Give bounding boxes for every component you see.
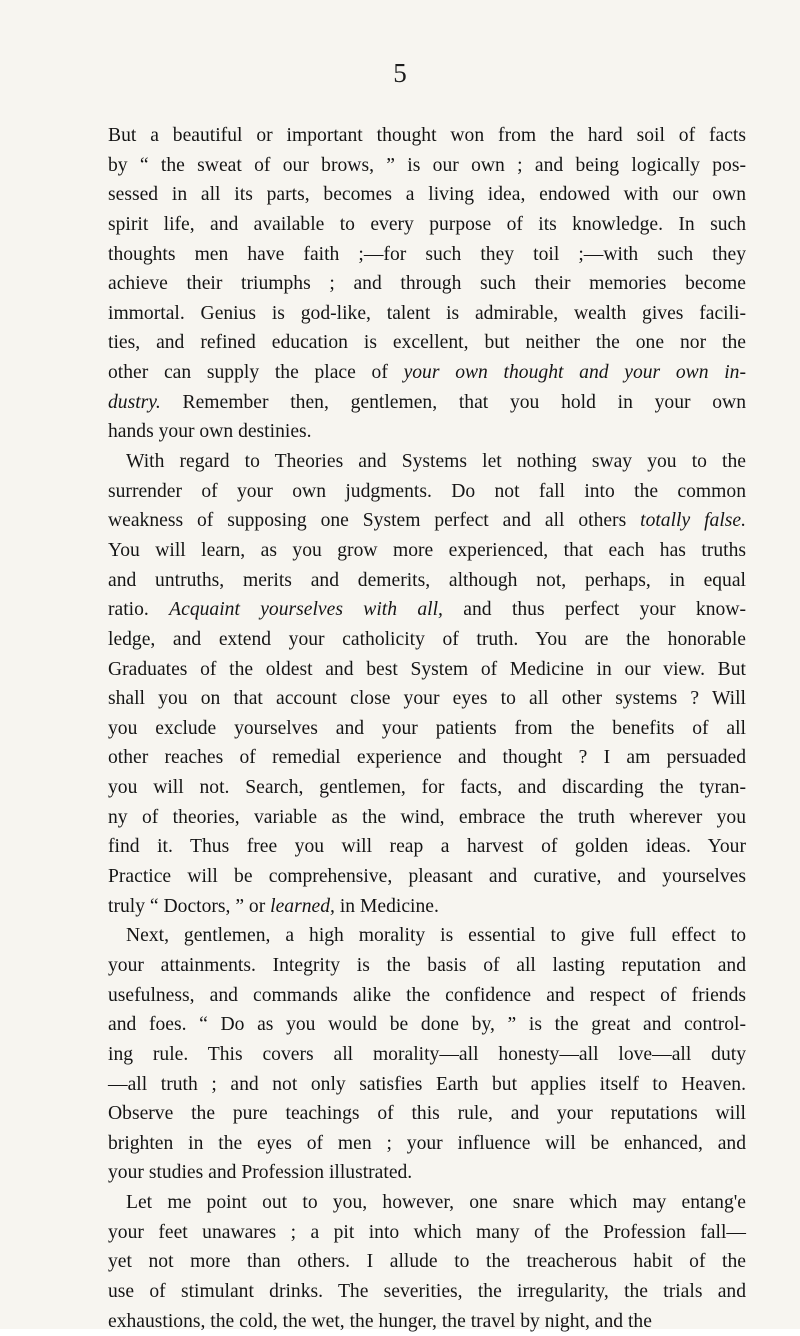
text-line <box>108 832 746 862</box>
text-line <box>108 151 746 181</box>
text-line <box>108 1277 746 1307</box>
text-line <box>108 536 746 566</box>
paragraph <box>108 447 746 921</box>
text-run: But a beautiful or important thought won from the hard soil of facts <box>108 125 746 146</box>
text-run: Practice will be comprehensive, pleasant and curative, and yourselves <box>108 866 746 888</box>
text-run: Graduates of the oldest and best System of Medicine in our view. But <box>108 658 746 680</box>
text-line <box>108 299 746 329</box>
text-run: in Medicine. <box>334 895 439 917</box>
text-run: usefulness, and commands alike the confidence and respect of friends <box>108 984 746 1006</box>
text-line <box>108 1099 746 1129</box>
text-line <box>108 506 746 536</box>
text-run: truly “ Doctors, ” or <box>108 895 271 917</box>
text-line <box>108 803 746 833</box>
text-run: You will learn, as you grow more experienced, that each has truths <box>108 539 746 561</box>
text-line <box>108 1247 746 1277</box>
paragraph <box>108 921 746 1188</box>
text-run: your studies and Profession illustrated. <box>108 1162 413 1184</box>
text-line <box>108 240 746 270</box>
text-run: you exclude yourselves and your patients from the benefits of all <box>108 717 746 739</box>
text-line <box>108 417 746 447</box>
text-line <box>108 1188 746 1218</box>
text-run: hands your own destinies. <box>108 421 312 443</box>
text-run: weakness of supposing one System perfect and all others <box>108 510 641 532</box>
text-run: surrender of your own judgments. Do not fall into the common <box>108 480 746 502</box>
text-line <box>108 388 746 418</box>
text-line <box>108 1218 746 1248</box>
text-run: spirit life, and available to every purpose of its knowledge. In such <box>108 213 746 235</box>
text-line <box>108 1129 746 1159</box>
text-line <box>108 684 746 714</box>
page-number: 5 <box>393 58 407 88</box>
text-run: and foes. “ Do as you would be done by, ” is the great and control- <box>108 1014 746 1036</box>
text-line <box>108 951 746 981</box>
text-run: Observe the pure teachings of this rule, and your reputations will <box>108 1103 746 1125</box>
text-run: your feet unawares ; a pit into which many of the Profession fall— <box>108 1221 746 1243</box>
text-run: ratio. <box>108 599 170 621</box>
text-line <box>108 1070 746 1100</box>
text-line <box>108 121 746 151</box>
text-line <box>108 269 746 299</box>
text-run: Next, gentlemen, a high morality is essential to give full effect to <box>126 925 746 947</box>
text-run: find it. Thus free you will reap a harvest of golden ideas. Your <box>108 836 746 858</box>
text-line <box>108 1040 746 1070</box>
text-line <box>108 625 746 655</box>
text-run: exhaustions, the cold, the wet, the hunger, the travel by night, and the <box>108 1310 652 1332</box>
text-run: Remember then, gentlemen, that you hold in your own <box>160 391 746 413</box>
text-run: and untruths, merits and demerits, although not, perhaps, in equal <box>108 569 746 591</box>
text-line <box>108 180 746 210</box>
text-line <box>108 210 746 240</box>
text-run: by “ the sweat of our brows, ” is our own ; and being logically pos- <box>108 154 746 176</box>
text-line <box>108 655 746 685</box>
paragraph <box>108 1188 746 1336</box>
italic-text: learned, <box>270 895 335 917</box>
text-line <box>108 714 746 744</box>
italic-text: dustry. <box>108 391 161 413</box>
text-line <box>108 773 746 803</box>
text-line <box>108 595 746 625</box>
text-line <box>108 921 746 951</box>
italic-text: totally false. <box>640 510 746 532</box>
text-run: brighten in the eyes of men ; your influence will be enhanced, and <box>108 1132 746 1154</box>
text-run: you will not. Search, gentlemen, for facts, and discarding the tyran- <box>108 777 746 799</box>
text-run: ledge, and extend your catholicity of truth. You are the honorable <box>108 628 746 650</box>
text-line <box>108 1010 746 1040</box>
text-line <box>108 566 746 596</box>
text-line <box>108 328 746 358</box>
text-line <box>108 1307 746 1336</box>
text-run: other reaches of remedial experience and thought ? I am persuaded <box>108 747 746 769</box>
text-run: and thus perfect your know- <box>442 599 746 621</box>
text-run: Let me point out to you, however, one snare which may entang'e <box>126 1192 746 1214</box>
text-run: —all truth ; and not only satisfies Earth but applies itself to Heaven. <box>108 1073 746 1095</box>
italic-text: your own thought and your own in- <box>403 362 747 384</box>
text-run: use of stimulant drinks. The severities, the irregularity, the trials and <box>108 1280 746 1302</box>
text-line <box>108 743 746 773</box>
text-run: your attainments. Integrity is the basis of all lasting reputation and <box>108 954 746 976</box>
text-line <box>108 862 746 892</box>
text-run: sessed in all its parts, becomes a living idea, endowed with our own <box>108 184 746 206</box>
text-line <box>108 447 746 477</box>
text-run: yet not more than others. I allude to the treacherous habit of the <box>108 1251 746 1273</box>
paragraph <box>108 121 746 447</box>
text-run: immortal. Genius is god-like, talent is admirable, wealth gives facili- <box>108 302 746 324</box>
text-line <box>108 358 746 388</box>
text-run: With regard to Theories and Systems let nothing sway you to the <box>126 451 746 473</box>
text-run: other can supply the place of <box>108 362 404 384</box>
text-line <box>108 477 746 507</box>
text-run: achieve their triumphs ; and through such their memories become <box>108 273 746 295</box>
text-run: thoughts men have faith ;—for such they toil ;—with such they <box>108 243 746 265</box>
italic-text: Acquaint yourselves with all, <box>169 599 443 621</box>
text-line <box>108 1158 746 1188</box>
text-run: ing rule. This covers all morality—all honesty—all love—all duty <box>108 1043 746 1065</box>
text-run: shall you on that account close your eyes to all other systems ? Will <box>108 688 746 710</box>
text-line <box>108 981 746 1011</box>
text-run: ties, and refined education is excellent, but neither the one nor the <box>108 332 746 354</box>
body-text <box>108 121 746 1336</box>
text-line <box>108 892 746 922</box>
text-run: ny of theories, variable as the wind, embrace the truth wherever you <box>108 806 746 828</box>
